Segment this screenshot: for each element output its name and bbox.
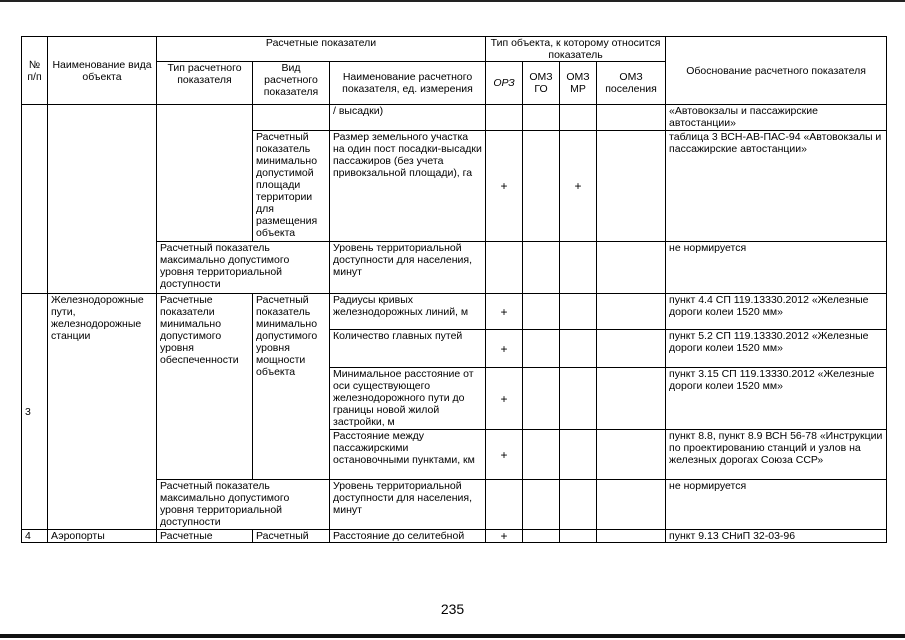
page-number: 235 <box>440 601 465 617</box>
cell-mr <box>560 330 597 368</box>
cell-mr <box>560 294 597 330</box>
cell-object: Железнодорожные пути, железнодорожные станции <box>48 294 157 530</box>
cell-name: Расстояние до селитебной <box>330 530 486 543</box>
cell-object: Аэропорты <box>48 530 157 543</box>
cell-pos <box>597 105 666 131</box>
cell-type: Расчетный показатель максимально допустимого уровня территориальной доступности <box>157 242 330 294</box>
cell-just: таблица 3 ВСН-АВ-ПАС-94 «Автовокзалы и пассажирские автостанции» <box>666 131 887 242</box>
cell-kind: Расчетный показатель минимально допустимой площади территории для размещения объекта <box>253 131 330 242</box>
norms-table <box>21 36 887 543</box>
header-calc-type: Тип расчетного показателя <box>157 62 253 105</box>
cell-pos <box>597 131 666 242</box>
cell-type: Расчетные показатели минимально допустимого уровня обеспеченности <box>157 294 253 480</box>
cell-mr <box>560 430 597 480</box>
cell-pos <box>597 242 666 294</box>
cell-name: Радиусы кривых железнодорожных линий, м <box>330 294 486 330</box>
cell-orz: + <box>486 430 523 480</box>
scan-border-top <box>0 0 905 2</box>
cell-name: Минимальное расстояние от оси существующего железнодорожного пути до границы новой жилой застройки, м <box>330 368 486 430</box>
cell-pos <box>597 330 666 368</box>
cell-pos <box>597 530 666 543</box>
header-row-1 <box>22 37 887 62</box>
header-omz-pos: ОМЗ поселения <box>597 62 666 105</box>
cell-orz <box>486 242 523 294</box>
header-object-type: Тип объекта, к которому относится показатель <box>486 37 666 62</box>
cell-type: Расчетные <box>157 530 253 543</box>
cell-pos <box>597 368 666 430</box>
header-orz: ОРЗ <box>486 62 523 105</box>
cell-type <box>157 105 253 242</box>
cell-just: пункт 4.4 СП 119.13330.2012 «Железные дороги колеи 1520 мм» <box>666 294 887 330</box>
cell-kind <box>253 105 330 131</box>
cell-just: «Автовокзалы и пассажирские автостанции» <box>666 105 887 131</box>
cell-mr: + <box>560 131 597 242</box>
header-object-name: Наименование вида объекта <box>48 37 157 105</box>
cell-num <box>22 105 48 294</box>
cell-name: / высадки) <box>330 105 486 131</box>
cell-just: пункт 9.13 СНиП 32-03-96 <box>666 530 887 543</box>
cell-pos <box>597 294 666 330</box>
cell-just: не нормируется <box>666 480 887 530</box>
cell-mr <box>560 368 597 430</box>
cell-kind: Расчетный <box>253 530 330 543</box>
cell-mr <box>560 480 597 530</box>
table-row <box>22 294 887 330</box>
scan-border-bottom <box>0 634 905 638</box>
cell-pos <box>597 480 666 530</box>
cell-just: пункт 8.8, пункт 8.9 ВСН 56-78 «Инструкции по проектированию станций и узлов на железных дорогах Союза ССР» <box>666 430 887 480</box>
cell-go <box>523 480 560 530</box>
cell-num: 4 <box>22 530 48 543</box>
cell-just: не нормируется <box>666 242 887 294</box>
cell-go <box>523 242 560 294</box>
cell-mr <box>560 105 597 131</box>
cell-name: Количество главных путей <box>330 330 486 368</box>
cell-orz <box>486 105 523 131</box>
cell-go <box>523 131 560 242</box>
cell-go <box>523 294 560 330</box>
cell-mr <box>560 530 597 543</box>
cell-orz: + <box>486 330 523 368</box>
table-row <box>22 530 887 543</box>
cell-go <box>523 368 560 430</box>
cell-type: Расчетный показатель максимально допустимого уровня территориальной доступности <box>157 480 330 530</box>
cell-name: Расстояние между пассажирскими остановочными пунктами, км <box>330 430 486 480</box>
cell-go <box>523 430 560 480</box>
cell-name: Размер земельного участка на один пост посадки-высадки пассажиров (без учета привокзальной площади), га <box>330 131 486 242</box>
table-row <box>22 105 887 131</box>
cell-mr <box>560 242 597 294</box>
cell-orz: + <box>486 131 523 242</box>
cell-go <box>523 530 560 543</box>
cell-orz: + <box>486 294 523 330</box>
header-calc-indicators: Расчетные показатели <box>157 37 486 62</box>
header-omz-go: ОМЗ ГО <box>523 62 560 105</box>
cell-name: Уровень территориальной доступности для населения, минут <box>330 242 486 294</box>
cell-num: 3 <box>22 294 48 530</box>
cell-go <box>523 105 560 131</box>
cell-pos <box>597 430 666 480</box>
header-justification: Обоснование расчетного показателя <box>666 37 887 105</box>
cell-orz: + <box>486 368 523 430</box>
cell-orz <box>486 480 523 530</box>
header-omz-mr: ОМЗ МР <box>560 62 597 105</box>
cell-object <box>48 105 157 294</box>
cell-just: пункт 5.2 СП 119.13330.2012 «Железные дороги колеи 1520 мм» <box>666 330 887 368</box>
cell-just: пункт 3.15 СП 119.13330.2012 «Железные дороги колеи 1520 мм» <box>666 368 887 430</box>
header-indicator-name: Наименование расчетного показателя, ед. измерения <box>330 62 486 105</box>
cell-go <box>523 330 560 368</box>
header-num: № п/п <box>22 37 48 105</box>
cell-name: Уровень территориальной доступности для населения, минут <box>330 480 486 530</box>
cell-orz: + <box>486 530 523 543</box>
cell-kind: Расчетный показатель минимально допустимого уровня мощности объекта <box>253 294 330 480</box>
header-calc-kind: Вид расчетного показателя <box>253 62 330 105</box>
